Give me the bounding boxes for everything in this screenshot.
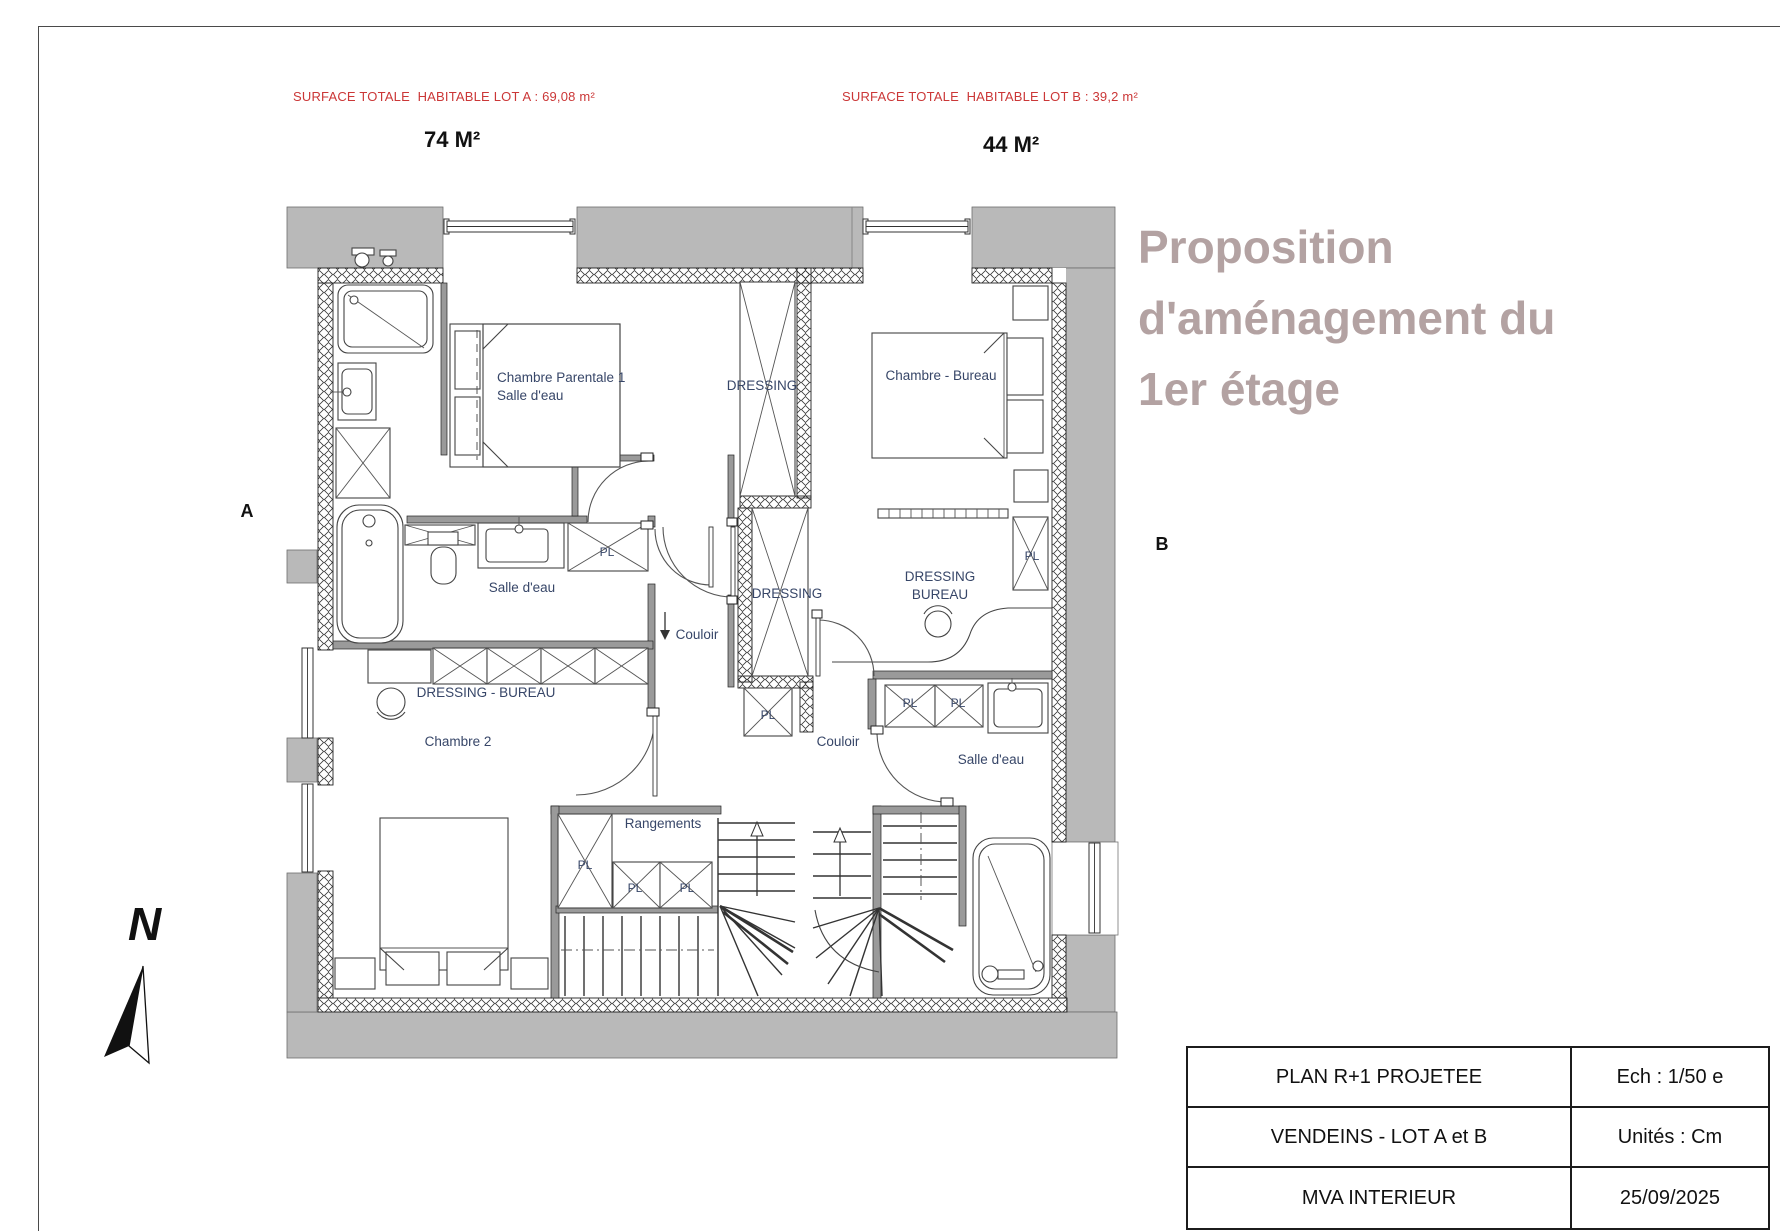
label-couloir-a: Couloir [675,627,719,642]
titleblock-project: VENDEINS - LOT A et B [1188,1108,1572,1168]
bathtub-icon-lot-b [973,838,1050,995]
label-dressing-top: DRESSING [726,378,798,393]
label-salle-eau-b: Salle d'eau [957,752,1025,767]
dressing-bureau-closets [368,648,648,684]
label-pl-7: PL [950,696,966,710]
label-couloir-b: Couloir [816,734,860,749]
label-chambre-parentale: Chambre Parentale 1 [497,370,626,385]
vanity-icon-lot-b [988,678,1048,733]
label-dressing-bureau-b1: DRESSING [904,569,976,584]
titleblock-plan-name: PLAN R+1 PROJETEE [1188,1048,1572,1108]
linen-closet-icon [336,428,390,498]
label-dressing-mid: DRESSING [751,586,823,601]
titleblock-scale: Ech : 1/50 e [1572,1048,1768,1108]
label-chambre-2: Chambre 2 [424,734,492,749]
label-pl-5: PL [679,881,695,895]
label-pl-1: PL [599,545,615,559]
label-pl-2: PL [760,708,776,722]
label-chambre-bureau: Chambre - Bureau [885,368,997,383]
right-window-bay [1052,842,1118,935]
label-pl-6: PL [902,696,918,710]
titleblock-author: MVA INTERIEUR [1188,1168,1572,1228]
section-label-b: B [1155,534,1169,554]
lot-a-surface-label: SURFACE TOTALE HABITABLE LOT A : 69,08 m² [293,89,595,104]
lot-a-area-label: 74 M² [424,127,481,152]
label-pl-4: PL [627,881,643,895]
vanity-icon-lot-a [478,517,564,568]
north-label: N [128,898,162,950]
label-dressing-bureau-row: DRESSING - BUREAU [416,685,556,700]
page-title-line2: d'aménagement du [1138,292,1556,344]
closets-pl-salle-eau-b [885,685,983,727]
label-pl-3: PL [577,858,593,872]
page-title-line1: Proposition [1138,221,1394,273]
section-label-a: A [240,501,254,521]
title-block [1186,1046,1770,1230]
bathtub-icon-lot-a [337,505,403,643]
toilet-icon [428,532,458,584]
north-arrow-icon [104,898,162,1063]
label-salle-eau-a: Salle d'eau [488,580,556,595]
label-pl-8: PL [1024,549,1040,563]
label-dressing-bureau-b2: BUREAU [911,587,969,602]
titleblock-date: 25/09/2025 [1619,1186,1721,1209]
label-rangements: Rangements [624,816,702,831]
lot-b-area-label: 44 M² [983,132,1040,157]
titleblock-units: Unités : Cm [1572,1108,1768,1168]
lot-b-surface-label: SURFACE TOTALE HABITABLE LOT B : 39,2 m² [842,89,1138,104]
page-title-line3: 1er étage [1138,363,1341,415]
label-chambre-parentale-2: Salle d'eau [497,388,564,403]
